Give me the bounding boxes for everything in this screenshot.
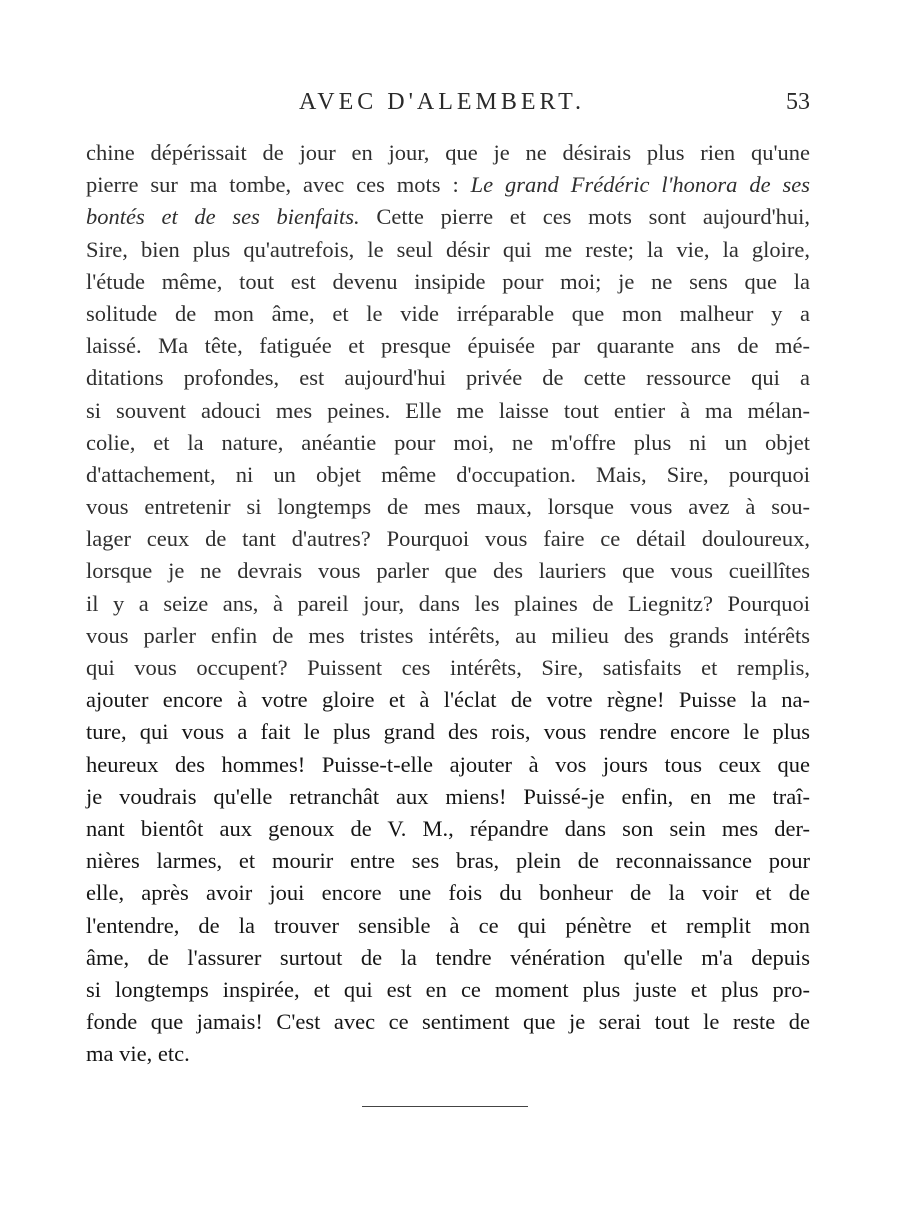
italic-quotation: bontés et de ses bienfaits.: [86, 204, 360, 230]
text-line: fonde que jamais! C'est avec ce sentiment que je serai tout le reste de: [86, 1009, 810, 1035]
text-line: [86, 169, 810, 201]
text-line: l'étude même, tout est devenu insipide pour moi; je ne sens que la: [86, 268, 810, 294]
text-line: nant bientôt aux genoux de V. M., répandre dans son sein mes der-: [86, 815, 810, 841]
text-line: ajouter encore à votre gloire et à l'éclat de votre règne! Puisse la na-: [86, 687, 810, 713]
text-line: chine dépérissait de jour en jour, que je ne désirais plus rien qu'une: [86, 140, 810, 165]
body-text: [86, 137, 810, 1070]
page-number: 53: [786, 89, 810, 115]
text-line: Sire, bien plus qu'autrefois, le seul désir qui me reste; la vie, la gloire,: [86, 236, 810, 262]
text-line: lorsque je ne devrais vous parler que des lauriers que vous cueillîtes: [86, 558, 810, 584]
text-line: âme, de l'assurer surtout de la tendre vénération qu'elle m'a depuis: [86, 944, 810, 970]
text-line: qui vous occupent? Puissent ces intérêts, Sire, satisfaits et remplis,: [86, 655, 810, 680]
text-line: colie, et la nature, anéantie pour moi, ne m'offre plus ni un objet: [86, 429, 810, 455]
text-line: ma vie, etc.: [86, 1041, 190, 1067]
text-line: [86, 201, 810, 233]
text-span: pierre sur ma tombe, avec ces mots :: [86, 172, 471, 198]
running-head: AVEC D'ALEMBERT.: [299, 89, 585, 115]
text-span: Cette pierre et ces mots sont aujourd'hui,: [359, 204, 810, 230]
text-line: d'attachement, ni un objet même d'occupation. Mais, Sire, pourquoi: [86, 461, 810, 487]
text-line: si souvent adouci mes peines. Elle me laisse tout entier à ma mélan-: [86, 397, 810, 423]
text-line: heureux des hommes! Puisse-t-elle ajouter à vos jours tous ceux que: [86, 751, 810, 777]
text-line: je voudrais qu'elle retranchât aux miens! Puissé-je enfin, en me traî-: [86, 783, 810, 809]
text-line: laissé. Ma tête, fatiguée et presque épuisée par quarante ans de mé-: [86, 333, 810, 359]
text-line: ditations profondes, est aujourd'hui privée de cette ressource qui a: [86, 365, 810, 391]
text-line: ture, qui vous a fait le plus grand des rois, vous rendre encore le plus: [86, 719, 810, 745]
text-line: elle, après avoir joui encore une fois du bonheur de la voir et de: [86, 880, 810, 906]
text-line: l'entendre, de la trouver sensible à ce qui pénètre et remplit mon: [86, 912, 810, 938]
text-line: vous parler enfin de mes tristes intérêts, au milieu des grands intérêts: [86, 622, 810, 648]
text-line: lager ceux de tant d'autres? Pourquoi vous faire ce détail douloureux,: [86, 526, 810, 552]
end-rule-divider: [362, 1106, 528, 1107]
text-line: vous entretenir si longtemps de mes maux, lorsque vous avez à sou-: [86, 494, 810, 520]
text-line: solitude de mon âme, et le vide irréparable que mon malheur y a: [86, 300, 810, 326]
italic-quotation: Le grand Frédéric l'honora de ses: [470, 172, 811, 198]
text-line: nières larmes, et mourir entre ses bras, plein de reconnaissance pour: [86, 848, 810, 874]
text-line: il y a seize ans, à pareil jour, dans les plaines de Liegnitz? Pourquoi: [86, 590, 810, 616]
text-line: si longtemps inspirée, et qui est en ce moment plus juste et plus pro-: [86, 976, 810, 1002]
